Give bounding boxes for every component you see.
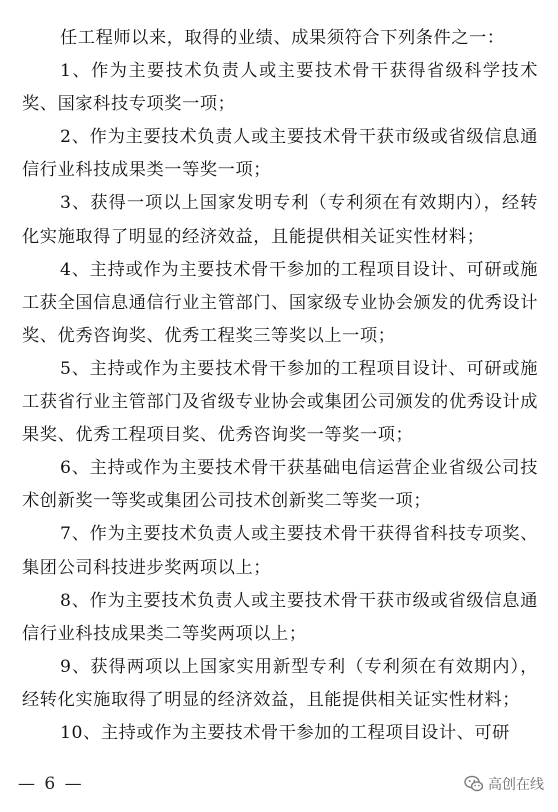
- list-item: 6、主持或作为主要技术骨干获基础电信运营企业省级公司技术创新奖一等奖或集团公司技术创新奖二等奖一项；: [22, 458, 538, 512]
- list-item: 2、作为主要技术负责人或主要技术骨干获市级或省级信息通信行业科技成果类一等奖一项；: [22, 127, 538, 181]
- list-item: 4、主持或作为主要技术骨干参加的工程项目设计、可研或施工获全国信息通信行业主管部门、国家级专业协会颁发的优秀设计奖、优秀咨询奖、优秀工程奖三等奖以上一项；: [22, 259, 538, 346]
- list-item: 5、主持或作为主要技术骨干参加的工程项目设计、可研或施工获省行业主管部门及省级专业协会或集团公司颁发的优秀设计成果奖、优秀工程项目奖、优秀咨询奖一等奖一项；: [22, 358, 538, 446]
- list-item: 1、作为主要技术负责人或主要技术骨干获得省级科学技术奖、国家科技专项奖一项；: [22, 61, 538, 115]
- list-item: 7、作为主要技术负责人或主要技术骨干获得省科技专项奖、集团公司科技进步奖两项以上；: [22, 524, 538, 578]
- list-item: 3、获得一项以上国家发明专利（专利须在有效期内），经转化实施取得了明显的经济效益，且能提供相关证实性材料；: [22, 193, 538, 247]
- intro-paragraph: 任工程师以来，取得的业绩、成果须符合下列条件之一：: [60, 28, 505, 48]
- list-item: 10、主持或作为主要技术骨干参加的工程项目设计、可研: [60, 722, 510, 743]
- page-number: — 6 —: [18, 774, 84, 794]
- list-item: 8、作为主要技术负责人或主要技术骨干获市级或省级信息通信行业科技成果类二等奖两项以上；: [22, 590, 538, 644]
- watermark: [464, 774, 544, 794]
- document-body: [22, 22, 538, 750]
- watermark-text: 高创在线: [488, 777, 544, 793]
- wechat-icon: [464, 775, 484, 793]
- list-item: 9、获得两项以上国家实用新型专利（专利须在有效期内），经转化实施取得了明显的经济效益，且能提供相关证实性材料；: [22, 656, 538, 710]
